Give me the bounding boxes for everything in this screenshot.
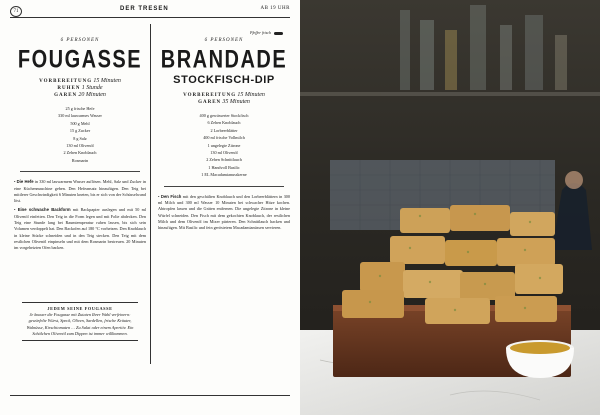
tip-box [22,302,138,341]
column-divider [150,24,151,364]
tip-text: Je knauer die Fougasse mit Zutaten Ihrer Wahl verfeinern: gewürfelte Würst, Speck, Oliven, Sardellen, frische Kräuter, Walnüsse, Kirschtomaten … Zu Salat oder einem Aperitiv. Ein Schälchen Olivenöl zum Dippen ist immer willkommen. [26,312,134,336]
ingredient-item: 25 g frische Hefe [65,106,95,111]
ingredient-item: 500 g Mehl [70,120,90,126]
method-step: • Eine schwache Backform mit Backpapier auslegen und mit 50 ml Olivenöl einfetten. Den Teig in die Form legen und mit Folie abdecken. Den Teig eine Stunde lang bei Raumtemperatur ruhen lassen, bis sich sein Volumen verdoppelt hat. Den Backofen auf 180 °C vorheizen. Den Knoblauch in kleine Stücke schneiden und in den Teig stecken. Den Teig mit dem restlichen Olivenöl einpinseln und mit dem Rosmarin bestreuen. 20 Minuten im vorgeheizten Ofen backen. [14,207,146,251]
ingredient-item: 6 Zehen Knoblauch [207,120,241,126]
time-label: VORBEREITUNG [183,93,237,98]
method-step: • Die Hefe in 330 ml lauwarmem Wasser auflösen. Mehl, Salz und Zucker in eine Küchenmaschine geben. Den Hefeansatz hinzufügen. Den Teig bei mittlerer Geschwindigkeit 6 Minuten kneten, bis er sich von der Schüsselwand löst. [14,179,146,204]
time-label: RUHEN [57,86,81,91]
recipe-fougasse [12,24,148,255]
ingredient-item: 330 ml lauwarmes Wasser [58,113,102,119]
ingredient-item: 2 Zehen Schnittlauch [206,157,242,163]
page-number: 71 [10,6,22,17]
section-title: DER TRESEN [120,6,169,12]
time-value: 1 Stunde [81,85,103,91]
recipe-times [12,78,148,99]
ingredient-item: 130 ml Olivenöl [66,143,94,149]
ingredient-item: 1 EL Macadamianusskerne [201,172,247,178]
ingredient-item: 1 Handvoll Basilic [208,164,240,170]
ingredient-item: 400 ml frische Vollmilch [203,135,245,141]
section-subtitle: AB 19 UHR [260,6,290,11]
time-label: GAREN [198,100,222,105]
method-text [12,179,148,251]
ingredient-item: 15 g Zucker [69,128,91,134]
recipe-subtitle: STOCKFISCH-DIP [173,74,275,86]
time-value: 15 Minuten [237,92,265,98]
recipe-serves: 6 PERSONEN [60,38,100,43]
time-value: 20 Minuten [78,92,106,98]
section-divider [164,186,284,187]
ingredient-item: 400 g gewässerter Stockfisch [199,113,249,118]
food-photo [300,0,600,415]
page-header [10,4,290,18]
method-lead: Die Hefe [16,179,34,185]
pepper-note-text: Pfeffer frisch [250,30,271,35]
recipe-brandade [156,24,292,234]
ingredient-item: 130 ml Olivenöl [210,150,238,156]
time-value: 15 Minuten [93,78,121,84]
ingredient-item: 8 g Salz [73,135,87,141]
method-text [156,194,292,232]
method-lead: Eine schwache Backform [17,207,71,213]
ingredient-item: 1 ungelegte Zitrone [207,142,241,148]
tip-title: JEDEM SEINE FOUGASSE [47,306,113,311]
footer-rule [10,395,290,396]
ingredient-list [12,105,148,164]
time-value: 35 Minuten [222,99,250,105]
time-label: GAREN [54,93,78,98]
section-divider [20,171,140,172]
method-lead: Den Fisch [160,193,182,199]
method-step: • Den Fisch mit den geschälten Knoblauch und den Lorbeerblättern in 300 ml Milch und 300 ml Wasser 10 Minuten bei schwacher Hitze kochen. Abtropfen lassen und die Gräten entfernen. Die ungelegte Zitrone in kleine Würfel schneiden. Den Fisch mit dem gekochten Knoblauch, der restlichen Milch und dem Olivenöl im Mixer pürieren. Den Schnittlauch hacken und hinzufügen. Mit Basilic und fein geröstetem Macadamianüssen servieren. [158,193,290,231]
ingredient-item: 2 Zehen Knoblauch [63,150,97,156]
recipe-serves: 6 PERSONEN [204,38,244,43]
ingredient-item: 2 Lorbeerblätter [210,127,238,133]
food-photo-illustration [300,0,600,415]
method-body: mit den geschälten Knoblauch und den Lorbeerblättern in 300 ml Milch und 300 ml Wasser 10 Minuten bei schwacher Hitze kochen. Abtropfen lassen und die Gräten entfernen. Die ungelegte Zitrone in kleine Würfel schneiden. Den Fisch mit dem gekochten Knoblauch, der restlichen Milch und dem Olivenöl im Mixer pürieren. Den Schnittlauch hacken und hinzufügen. Mit Basilic und fein geröstetem Macadamianüssen servieren. [158,193,290,231]
ingredient-list [156,112,292,179]
ingredient-item: Rosmarin [71,157,89,163]
recipe-title: BRANDADE [160,46,288,74]
recipe-title: FOUGASSE [17,46,143,74]
time-label: VORBEREITUNG [39,79,93,84]
recipe-times [156,92,292,106]
method-body: mit Backpapier auslegen und mit 50 ml Olivenöl einfetten. Den Teig in die Form legen und mit Folie abdecken. Den Teig eine Stunde lang bei Raumtemperatur ruhen lassen, bis sich sein Volumen verdoppelt hat. Den Backofen auf 180 °C vorheizen. Den Knoblauch in kleine Stücke schneiden und in den Teig stecken. Den Teig mit dem restlichen Olivenöl einpinseln und mit dem Rosmarin bestreuen. 20 Minuten im vorgeheizten Ofen backen. [14,207,146,251]
method-body: in 330 ml lauwarmem Wasser auflösen. Mehl, Salz und Zucker in eine Küchenmaschine geben. Den Hefeansatz hinzufügen. Den Teig bei mittlerer Geschwindigkeit 6 Minuten kneten, bis er sich von der Schüsselwand löst. [14,179,146,204]
header-rule [10,17,290,18]
